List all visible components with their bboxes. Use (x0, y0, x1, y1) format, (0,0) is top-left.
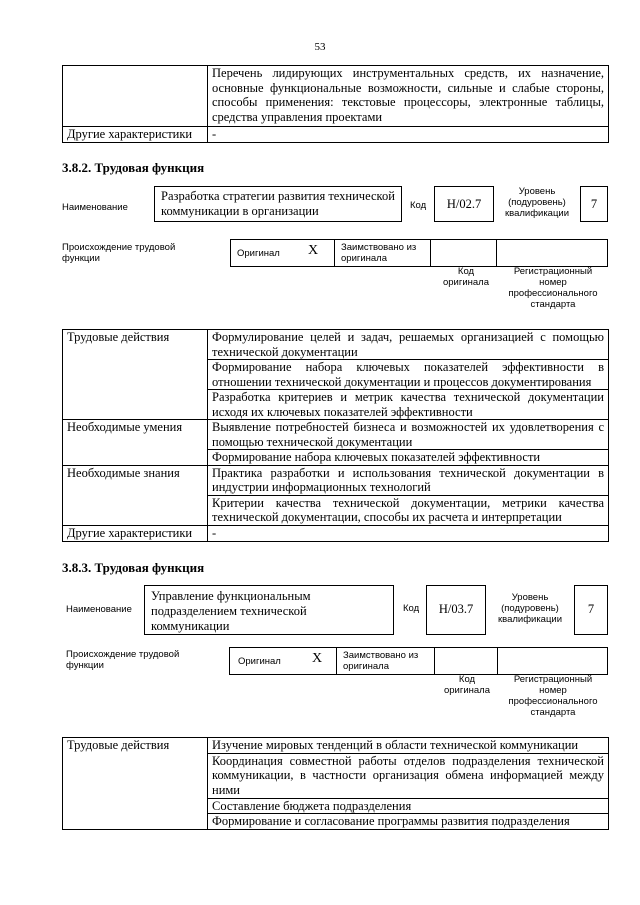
original-box (229, 647, 337, 675)
action-item: Формирование набора ключевых показателей эффективности в отношении технической документации и процессов документирования (208, 360, 609, 390)
actions-label: Трудовые действия (63, 330, 208, 420)
action-item: Формирование и согласование программы развития подразделения (208, 814, 609, 830)
origin-label: Происхождение трудовой функции (66, 649, 180, 671)
code-original-box (434, 647, 498, 675)
section-title-382: 3.8.2. Трудовая функция (62, 160, 205, 175)
level-label: Уровень (подуровень) квалификации (504, 186, 570, 219)
action-item: Составление бюджета подразделения (208, 798, 609, 814)
reg-number-box (496, 239, 608, 267)
code-box: H/03.7 (426, 585, 486, 635)
original-box (230, 239, 335, 267)
original-mark: X (312, 651, 323, 666)
level-box: 7 (580, 186, 608, 222)
name-label: Наименование (62, 202, 128, 213)
original-mark: X (308, 243, 319, 258)
section-title-383: 3.8.3. Трудовая функция (62, 560, 205, 575)
borrowed-label: Заимствовано из оригинала (341, 242, 417, 264)
actions-label: Трудовые действия (63, 738, 208, 830)
level-box: 7 (574, 585, 608, 635)
borrowed-box (336, 647, 435, 675)
action-item: Изучение мировых тенденций в области технической коммуникации (208, 738, 609, 754)
row-text: Перечень лидирующих инструментальных средств, их назначение, основные функциональные возможности, сильные и слабые стороны, способы применения: текстовые процессоры, электронные таблицы, средства управления проектами (208, 66, 609, 127)
page-number: 53 (314, 41, 326, 53)
reg-number-caption: Регистрационный номер профессионального стандарта (508, 674, 598, 718)
origin-label: Происхождение трудовой функции (62, 242, 176, 264)
row-text: - (208, 127, 609, 143)
code-label: Код (403, 603, 420, 614)
knowledge-item: Практика разработки и использования технической документации в индустрии информационных технологий (208, 465, 609, 495)
table-row (63, 465, 609, 495)
row-label (63, 66, 208, 127)
table-row (63, 127, 609, 143)
function-383-table (62, 737, 609, 830)
row-label: Другие характеристики (63, 127, 208, 143)
table-row (63, 738, 609, 754)
other-label: Другие характеристики (63, 525, 208, 541)
code-box: H/02.7 (434, 186, 494, 222)
action-item: Разработка критериев и метрик качества технической документации исходя их ключевых показателей эффективности (208, 390, 609, 420)
table-row (63, 66, 609, 127)
table-row (63, 420, 609, 450)
reg-number-box (497, 647, 608, 675)
code-original-caption: Код оригинала (443, 674, 490, 696)
borrowed-label: Заимствовано из оригинала (343, 650, 419, 672)
action-item: Формулирование целей и задач, решаемых организацией с помощью технической документации (208, 330, 609, 360)
knowledge-label: Необходимые знания (63, 465, 208, 525)
table-row (63, 330, 609, 360)
original-label: Оригинал (237, 248, 280, 259)
borrowed-box (334, 239, 431, 267)
skill-item: Формирование набора ключевых показателей эффективности (208, 450, 609, 466)
function-382-table (62, 329, 609, 542)
code-original-box (430, 239, 497, 267)
skill-item: Выявление потребностей бизнеса и возможностей их удовлетворения с помощью технической документации (208, 420, 609, 450)
code-label: Код (410, 200, 427, 211)
table-row (63, 525, 609, 541)
action-item: Координация совместной работы отделов подразделения технической коммуникации, в частности организация обмена информацией между ними (208, 753, 609, 798)
original-label: Оригинал (238, 656, 281, 667)
function-name-box: Управление функциональным подразделением технической коммуникации (144, 585, 394, 635)
other-value: - (208, 525, 609, 541)
skills-label: Необходимые умения (63, 420, 208, 466)
top-characteristics-table (62, 65, 609, 143)
knowledge-item: Критерии качества технической документации, метрики качества технической документации, способы их расчета и интерпретации (208, 495, 609, 525)
name-label: Наименование (66, 604, 132, 615)
reg-number-caption: Регистрационный номер профессионального стандарта (508, 266, 598, 310)
level-label: Уровень (подуровень) квалификации (497, 592, 563, 625)
function-name-box: Разработка стратегии развития технической коммуникации в организации (154, 186, 402, 222)
code-original-caption: Код оригинала (442, 266, 489, 288)
